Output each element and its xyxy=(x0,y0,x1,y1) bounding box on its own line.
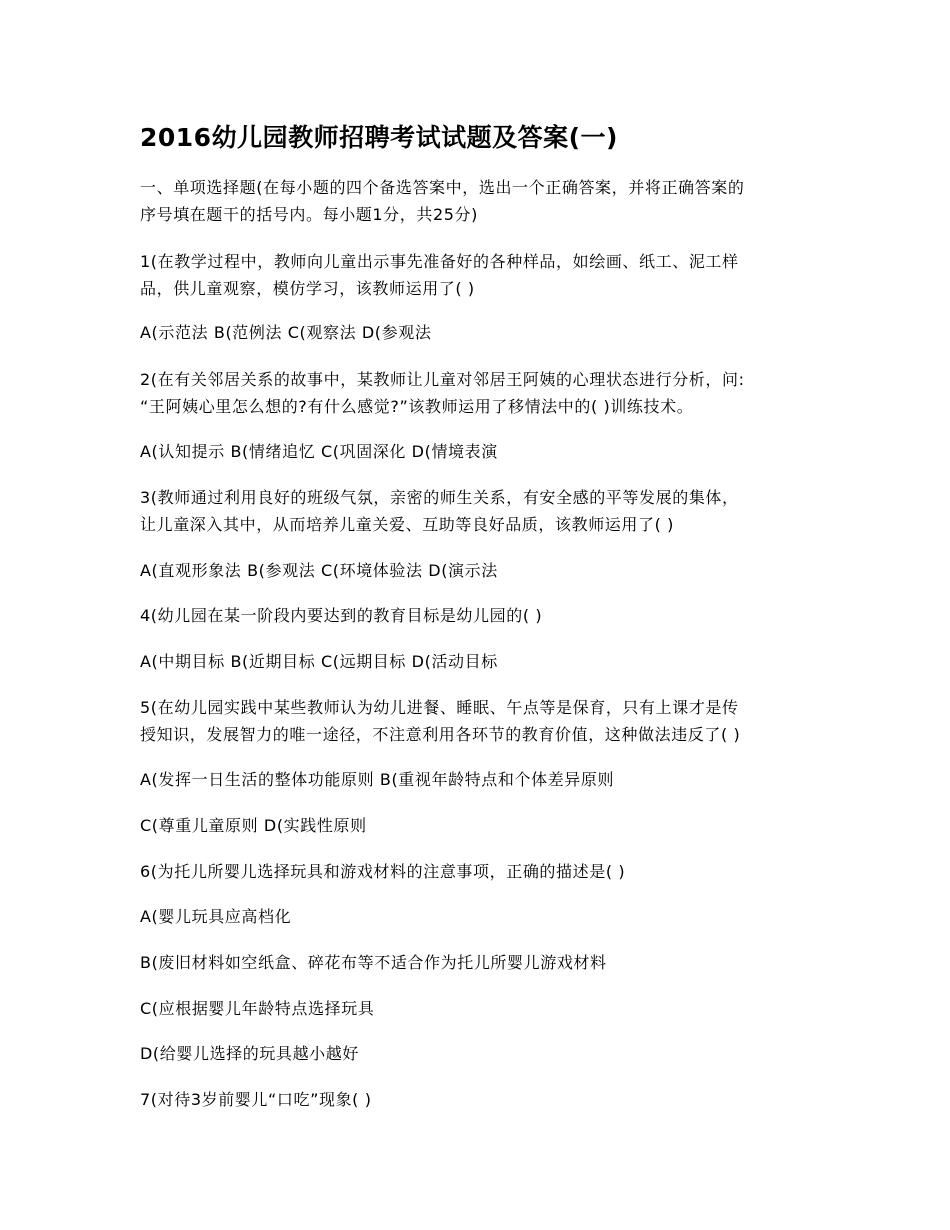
question-6-option-a: A(婴儿玩具应高档化 xyxy=(140,907,292,926)
question-1-options: A(示范法 B(范例法 C(观察法 D(参观法 xyxy=(140,323,432,342)
question-3-line-2: 让儿童深入其中，从而培养儿童关爱、互助等良好品质，该教师运用了( ) xyxy=(140,515,674,534)
question-3-line-1: 3(教师通过利用良好的班级气氛，亲密的师生关系，有安全感的平等发展的集体， xyxy=(140,488,739,507)
document-title: 2016幼儿园教师招聘考试试题及答案(一) xyxy=(140,123,618,152)
section-heading-line-2: 序号填在题干的括号内。每小题1分，共25分) xyxy=(140,205,478,224)
question-6-option-b: B(废旧材料如空纸盒、碎花布等不适合作为托儿所婴儿游戏材料 xyxy=(140,953,607,972)
question-5-options-1: A(发挥一日生活的整体功能原则 B(重视年龄特点和个体差异原则 xyxy=(140,770,615,789)
question-6-line-1: 6(为托儿所婴儿选择玩具和游戏材料的注意事项，正确的描述是( ) xyxy=(140,862,626,881)
question-7-line-1: 7(对待3岁前婴儿“口吃”现象( ) xyxy=(140,1090,372,1109)
question-6-option-d: D(给婴儿选择的玩具越小越好 xyxy=(140,1044,359,1063)
question-5-options-2: C(尊重儿童原则 D(实践性原则 xyxy=(140,816,367,835)
question-1-line-2: 品，供儿童观察，模仿学习，该教师运用了( ) xyxy=(140,279,475,298)
question-2-options: A(认知提示 B(情绪追忆 C(巩固深化 D(情境表演 xyxy=(140,442,498,461)
question-4-line-1: 4(幼儿园在某一阶段内要达到的教育目标是幼儿园的( ) xyxy=(140,606,543,625)
question-5-line-1: 5(在幼儿园实践中某些教师认为幼儿进餐、睡眠、午点等是保育，只有上课才是传 xyxy=(140,698,739,717)
question-2-line-2: “王阿姨心里怎么想的?有什么感觉?”该教师运用了移情法中的( )训练技术。 xyxy=(140,397,694,416)
question-5-line-2: 授知识，发展智力的唯一途径，不注意利用各环节的教育价值，这种做法违反了( ) xyxy=(140,725,741,744)
question-6-option-c: C(应根据婴儿年龄特点选择玩具 xyxy=(140,999,375,1018)
section-heading-line-1: 一、单项选择题(在每小题的四个备选答案中，选出一个正确答案，并将正确答案的 xyxy=(140,178,745,197)
question-4-options: A(中期目标 B(近期目标 C(远期目标 D(活动目标 xyxy=(140,652,498,671)
question-3-options: A(直观形象法 B(参观法 C(环境体验法 D(演示法 xyxy=(140,561,498,580)
question-1-line-1: 1(在教学过程中，教师向儿童出示事先准备好的各种样品，如绘画、纸工、泥工样 xyxy=(140,252,739,271)
question-2-line-1: 2(在有关邻居关系的故事中，某教师让儿童对邻居王阿姨的心理状态进行分析，问: xyxy=(140,370,745,389)
